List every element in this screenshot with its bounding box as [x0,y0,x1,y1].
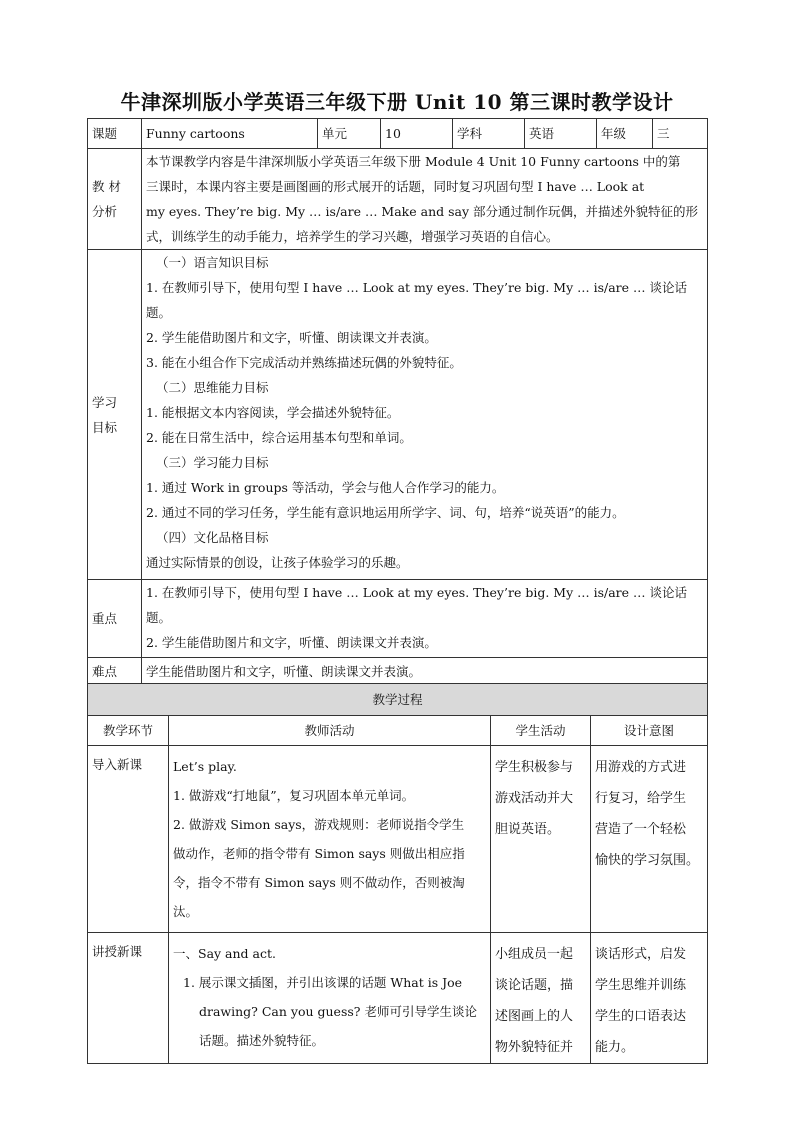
column-header-student: 学生活动 [491,716,591,746]
analysis-label: 教 材 分析 [88,149,142,250]
goals-line: 2. 能在日常生活中，综合运用基本句型和单词。 [146,430,412,445]
key-point-line: 1. 在教师引导下，使用句型 I have … Look at my eyes. They’re big. My … is/are … 谈论话 [146,585,687,600]
key-points-label: 重点 [88,580,142,658]
analysis-content [142,149,708,250]
goals-line: 1. 能根据文本内容阅读，学会描述外貌特征。 [146,405,400,420]
goals-line: 2. 学生能借助图片和文字，听懂、朗读课文并表演。 [146,330,437,345]
stage-cell: 讲授新课 [88,933,169,1064]
topic-value: Funny cartoons [142,119,318,149]
analysis-line: 三课时，本课内容主要是画图画的形式展开的话题，同时复习巩固句型 I have … Look at [146,179,645,194]
column-header-intent: 设计意图 [591,716,708,746]
topic-label: 课题 [88,119,142,149]
document-title: 牛津深圳版小学英语三年级下册 Unit 10 第三课时教学设计 [120,90,674,114]
analysis-line: 本节课教学内容是牛津深圳版小学英语三年级下册 Module 4 Unit 10 Funny cartoons 中的第 [146,154,681,169]
goals-line: 1. 在教师引导下，使用句型 I have … Look at my eyes. They’re big. My … is/are … 谈论话 [146,280,687,295]
goals-content [142,250,708,580]
difficulties-label: 难点 [88,658,142,685]
process-header: 教学过程 [88,684,708,716]
goals-line: 1. 通过 Work in groups 等活动，学会与他人合作学习的能力。 [146,480,505,495]
column-header-stage: 教学环节 [88,716,169,746]
subject-value: 英语 [525,119,597,149]
goals-heading: （三）学习能力目标 [156,455,269,470]
key-points-content [142,580,708,658]
teacher-activity-cell: Let’s play. 1. 做游戏“打地鼠”，复习巩固本单元单词。 2. 做游戏 Simon says，游戏规则：老师说指令学生 做动作，老师的指令带有 Simon says 则做出相应指 令，指令不带有 Simon says 则不做动作，否则被淘 汰。 [169,746,491,933]
unit-label: 单元 [318,119,381,149]
stage-cell: 导入新课 [88,746,169,933]
goals-heading: （二）思维能力目标 [156,380,269,395]
subject-label: 学科 [453,119,525,149]
goals-line: 2. 通过不同的学习任务，学生能有意识地运用所学字、词、句，培养“说英语”的能力。 [146,505,625,520]
analysis-line: my eyes. They’re big. My … is/are … Make and say 部分通过制作玩偶，并描述外貌特征的形 [146,204,699,219]
key-point-line: 2. 学生能借助图片和文字，听懂、朗读课文并表演。 [146,635,437,650]
info-table [87,118,708,685]
goals-heading: （一）语言知识目标 [156,255,269,270]
goals-heading: （四）文化品格目标 [156,530,269,545]
grade-label: 年级 [597,119,653,149]
grade-value: 三 [653,119,708,149]
difficulties-content: 学生能借助图片和文字，听懂、朗读课文并表演。 [142,658,708,685]
unit-value: 10 [381,119,453,149]
teacher-activity-cell: 一、Say and act. 1. 展示课文插图，并引出该课的话题 What is Joe drawing? Can you guess? 老师可引导学生谈论 话题。描述外貌特征。 [169,933,491,1064]
design-intent-cell: 用游戏的方式进 行复习，给学生 营造了一个轻松 愉快的学习氛围。 [591,746,708,933]
column-header-teacher: 教师活动 [169,716,491,746]
goals-line: 通过实际情景的创设，让孩子体验学习的乐趣。 [146,555,409,570]
student-activity-cell: 小组成员一起 谈论话题，描 述图画上的人 物外貌特征并 [491,933,591,1064]
goals-line: 题。 [146,305,172,320]
key-point-line: 题。 [146,610,172,625]
student-activity-cell: 学生积极参与 游戏活动并大 胆说英语。 [491,746,591,933]
design-intent-cell: 谈话形式，启发 学生思维并训练 学生的口语表达 能力。 [591,933,708,1064]
analysis-line: 式，训练学生的动手能力，培养学生的学习兴趣，增强学习英语的自信心。 [146,229,559,244]
goals-label: 学习 目标 [88,250,142,580]
goals-line: 3. 能在小组合作下完成活动并熟练描述玩偶的外貌特征。 [146,355,462,370]
process-table [87,683,708,1064]
